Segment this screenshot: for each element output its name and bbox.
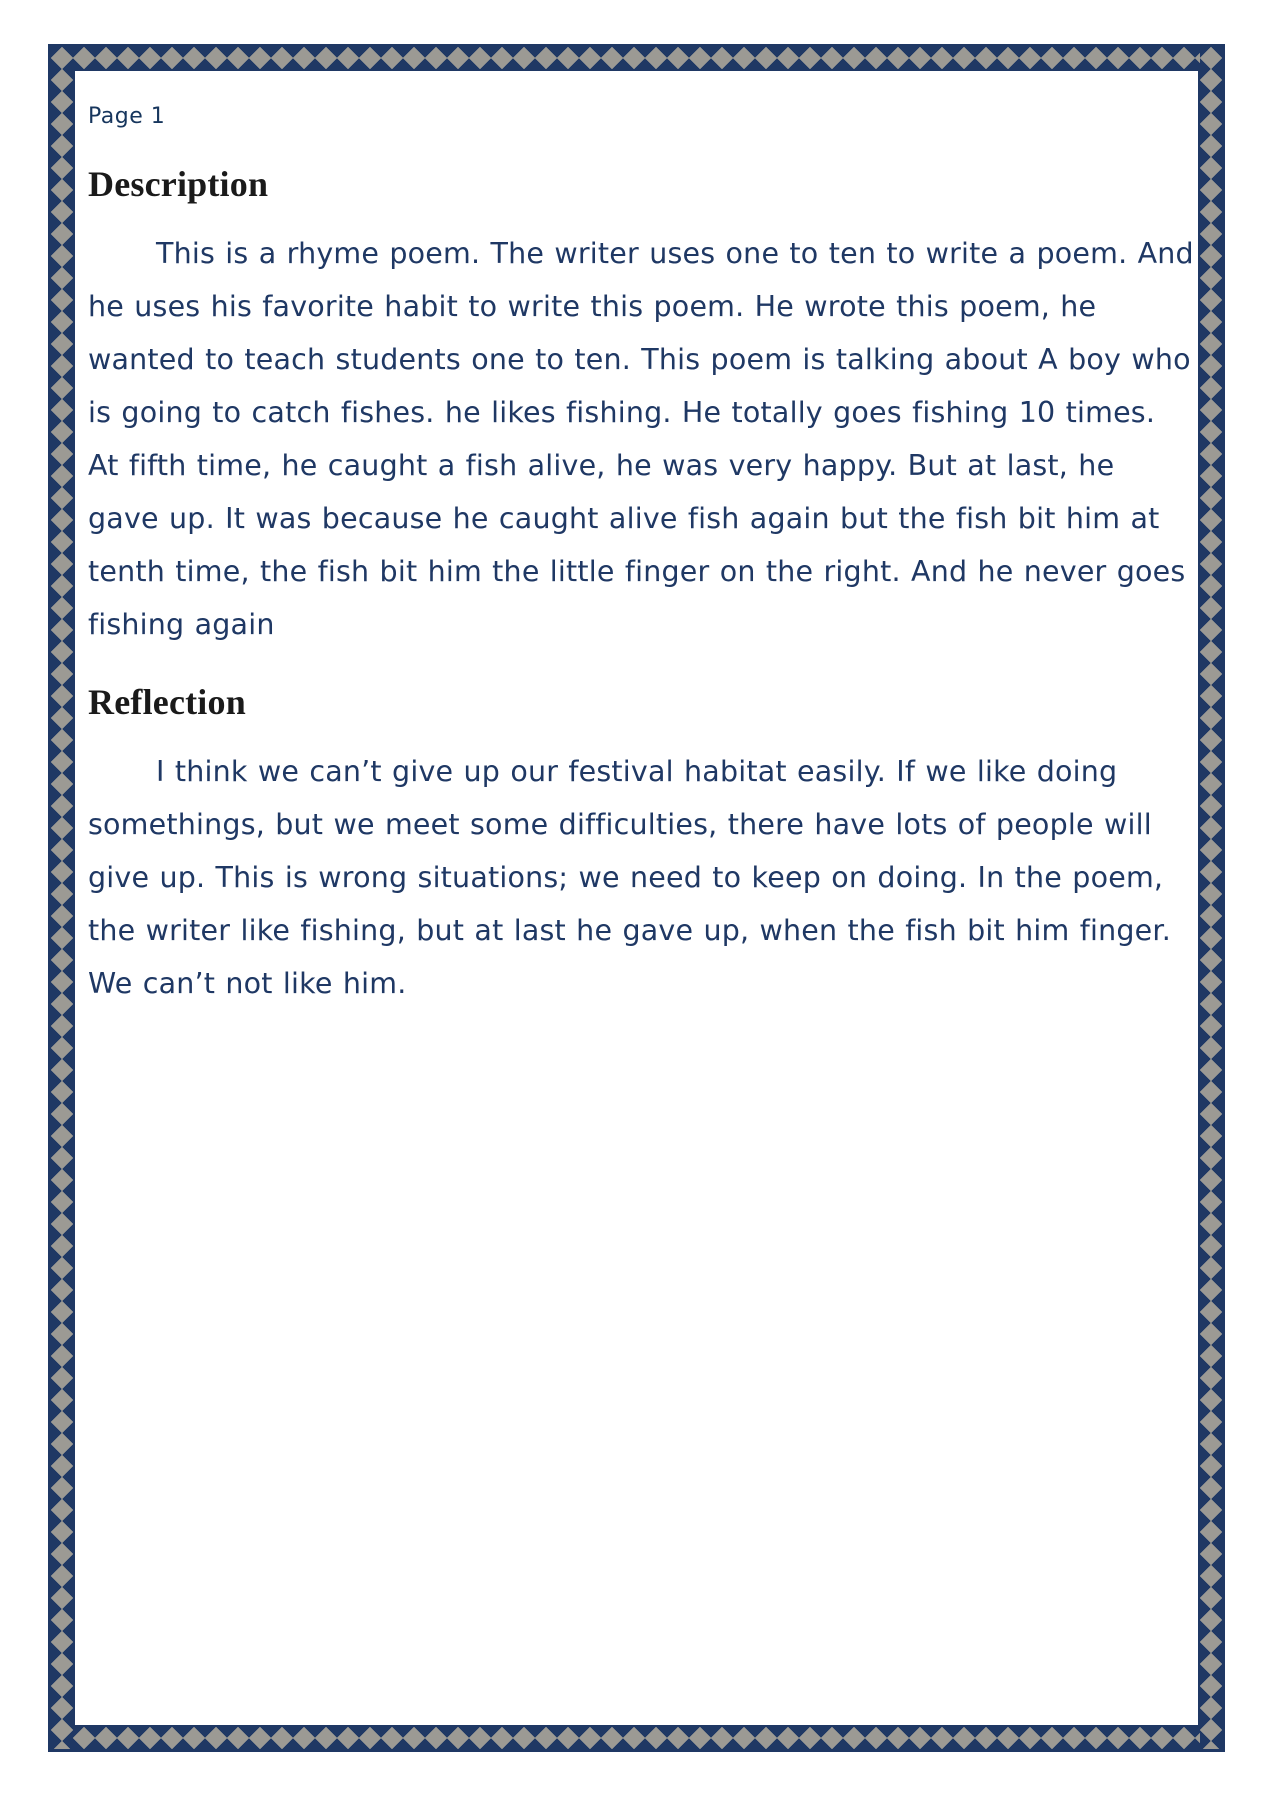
section-heading-description: Description [88,164,269,204]
document-content [88,104,1195,1710]
border-band-right [1200,47,1222,1749]
section-reflection [88,681,1195,1010]
page-label: Page 1 [88,104,166,129]
section-heading-reflection: Reflection [88,682,246,722]
section-body-reflection: I think we can’t give up our festival habitat easily. If we like doing somethings, but we meet some difficulties, there have lots of people will give up. This is wrong situations; we need to keep on doing. In the poem, the writer like fishing, but at last he gave up, when the fish bit him finger. We can’t not like him. [88,755,1171,1000]
border-band-left [51,47,73,1749]
border-band-bottom [51,1727,1222,1749]
section-description [88,163,1195,651]
border-band-top [51,47,1222,69]
section-body-description: This is a rhyme poem. The writer uses one to ten to write a poem. And he uses his favorite habit to write this poem. He wrote this poem, he wanted to teach students one to ten. This poem is talking about A boy who is going to catch fishes. he likes fishing. He totally goes fishing 10 times. At fifth time, he caught a fish alive, he was very happy. But at last, he gave up. It was because he caught alive fish again but the fish bit him at tenth time, the fish bit him the little finger on the right. And he never goes fishing again [88,237,1194,641]
